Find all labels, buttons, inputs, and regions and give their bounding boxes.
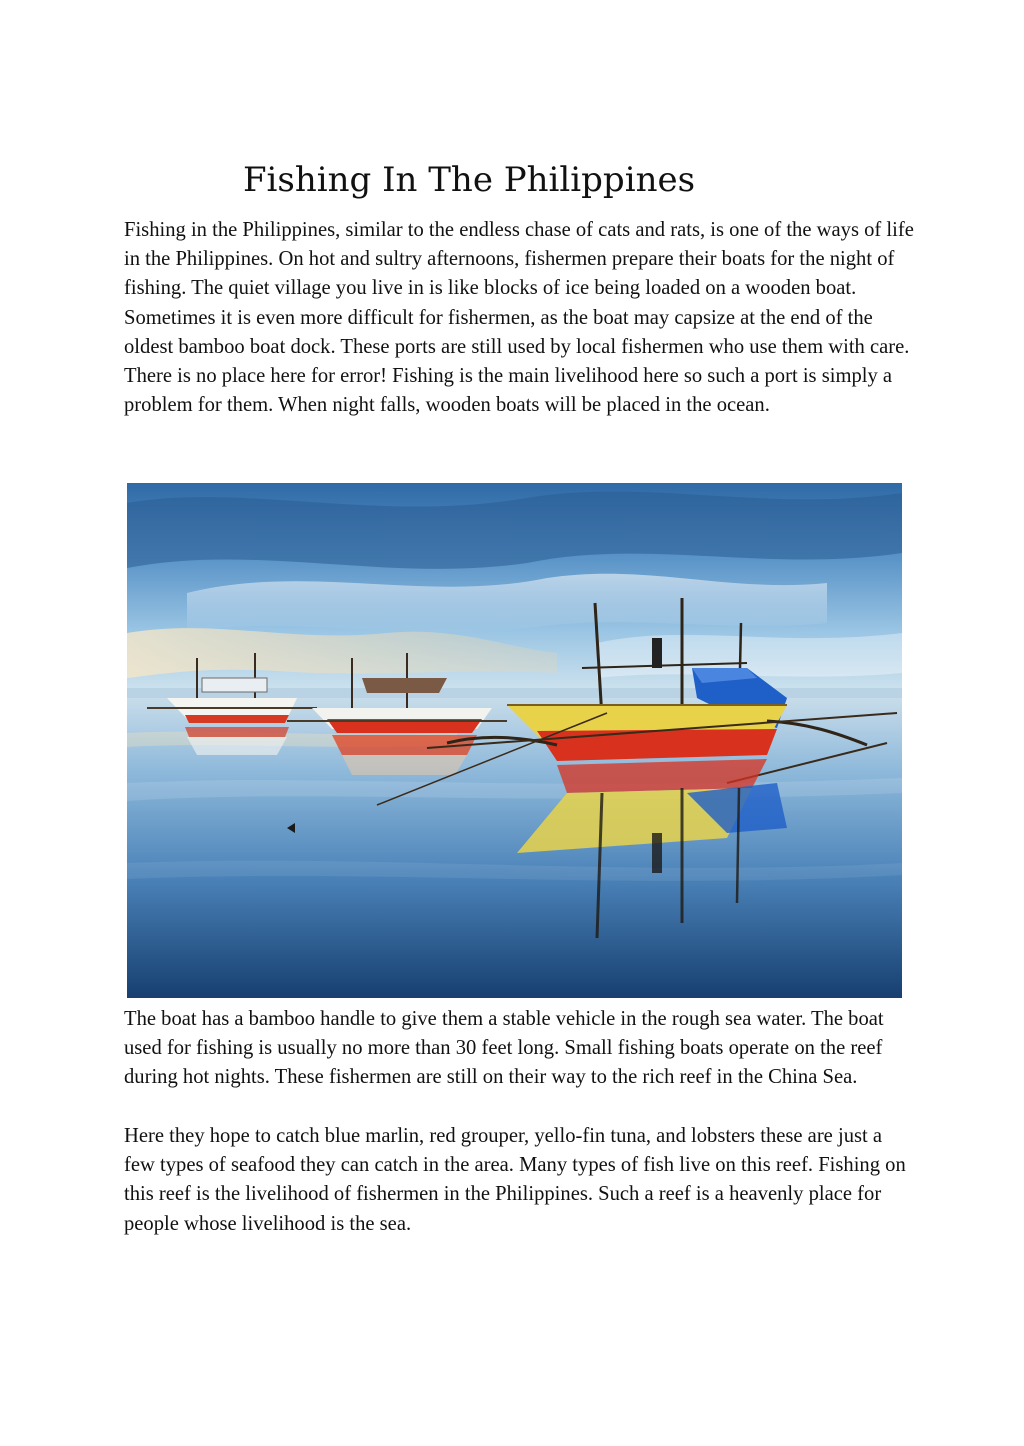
fishing-boats-photo bbox=[127, 483, 902, 998]
page-title: Fishing In The Philippines bbox=[242, 160, 696, 200]
paragraph-intro: Fishing in the Philippines, similar to the endless chase of cats and rats, is one of the ways of life in the Philippines. On hot and sultry afternoons, fishermen prepare their boats for the night of fishing. The quiet village you live in is like blocks of ice being loaded on a wooden boat. Sometimes it is even more difficult for fishermen, as the boat may capsize at the end of the oldest bamboo boat dock. These ports are still used by local fishermen who use them with care. There is no place here for error! Fishing is the main livelihood here so such a port is simply a problem for them. When night falls, wooden boats will be placed in the ocean. bbox=[124, 219, 914, 417]
paragraph-boat: The boat has a bamboo handle to give them a stable vehicle in the rough sea water. The boat used for fishing is usually no more than 30 feet long. Small fishing boats operate on the reef during hot nights. These fishermen are still on their way to the rich reef in the China Sea. bbox=[124, 1008, 884, 1089]
fishing-boats-illustration bbox=[127, 483, 902, 998]
paragraph-reef: Here they hope to catch blue marlin, red grouper, yello-fin tuna, and lobsters these are just a few types of seafood they can catch in the area. Many types of fish live on this reef. Fishing on this reef is the livelihood of fishermen in the Philippines. Such a reef is a heavenly place for people whose livelihood is the sea. bbox=[124, 1125, 906, 1235]
